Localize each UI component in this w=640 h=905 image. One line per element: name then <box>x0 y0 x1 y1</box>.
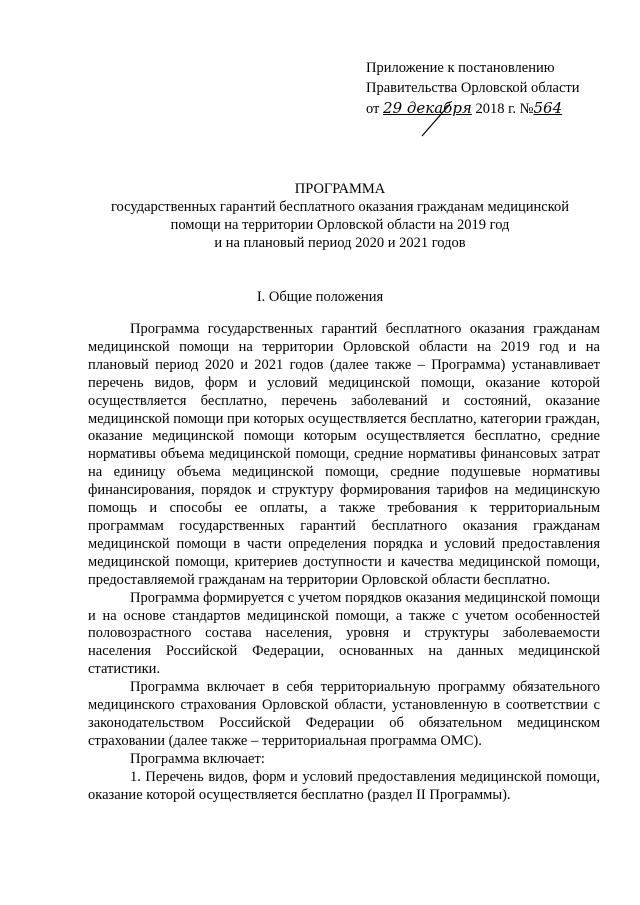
section-heading: I. Общие положения <box>256 289 384 305</box>
paragraph: Программа включает в себя территориальную программу обязательного медицинского страхования Орловской области, установленную в соответствии с законодательством Российской Федерации об обязательном медицинском страховании (далее также – территориальная программа ОМС). <box>88 679 600 749</box>
date-prefix: от <box>366 101 380 117</box>
signature-stroke <box>420 100 480 140</box>
title-line-2: помощи на территории Орловской области на 2019 год <box>170 217 510 233</box>
paragraph: 1. Перечень видов, форм и условий предоставления медицинской помощи, оказание которой осуществляется бесплатно (раздел II Программы). <box>88 768 600 803</box>
handwritten-number: 564 <box>533 99 563 117</box>
appendix-line-1: Приложение к постановлению <box>366 60 555 76</box>
title-line-3: и на плановый период 2020 и 2021 годов <box>214 235 466 251</box>
year-label: 2018 г. № <box>475 101 534 117</box>
paragraph: Программа государственных гарантий бесплатного оказания гражданам медицинской помощи на территории Орловской области на 2019 год и на плановый период 2020 и 2021 годов (далее также – Программа) устанавливает перечень видов, форм и условий медицинской помощи, оказание которой осуществляется бесплатно, перечень заболеваний и состояний, оказание медицинской помощи при которых осуществляется бесплатно, категории граждан, оказание медицинской помощи которым осуществляется бесплатно, средние нормативы объема медицинской помощи, средние нормативы финансовых затрат на единицу объема медицинской помощи, средние подушевые нормативы финансирования, порядок и структуру формирования тарифов на медицинскую помощь и способы ее оплаты, а также требования к территориальным программам государственных гарантий бесплатного оказания гражданам медицинской помощи в части определения порядка и условий предоставления медицинской помощи, критериев доступности и качества медицинской помощи, предоставляемой гражданам на территории Орловской области бесплатно. <box>88 321 600 588</box>
program-title <box>80 180 600 252</box>
body-text <box>88 321 600 804</box>
handwritten-date: 29 декабря <box>383 99 472 117</box>
title-line-1: государственных гарантий бесплатного оказания гражданам медицинской <box>110 199 570 215</box>
paragraph: Программа формируется с учетом порядков оказания медицинской помощи и на основе стандартов медицинской помощи, а также с учетом особенностей половозрастного состава населения, уровня и структуры заболеваемости населения Российской Федерации, основанных на данных медицинской статистики. <box>88 589 600 678</box>
paragraph: Программа включает: <box>130 750 265 767</box>
title-heading: ПРОГРАММА <box>294 181 386 197</box>
appendix-line-2: Правительства Орловской области <box>366 80 580 96</box>
